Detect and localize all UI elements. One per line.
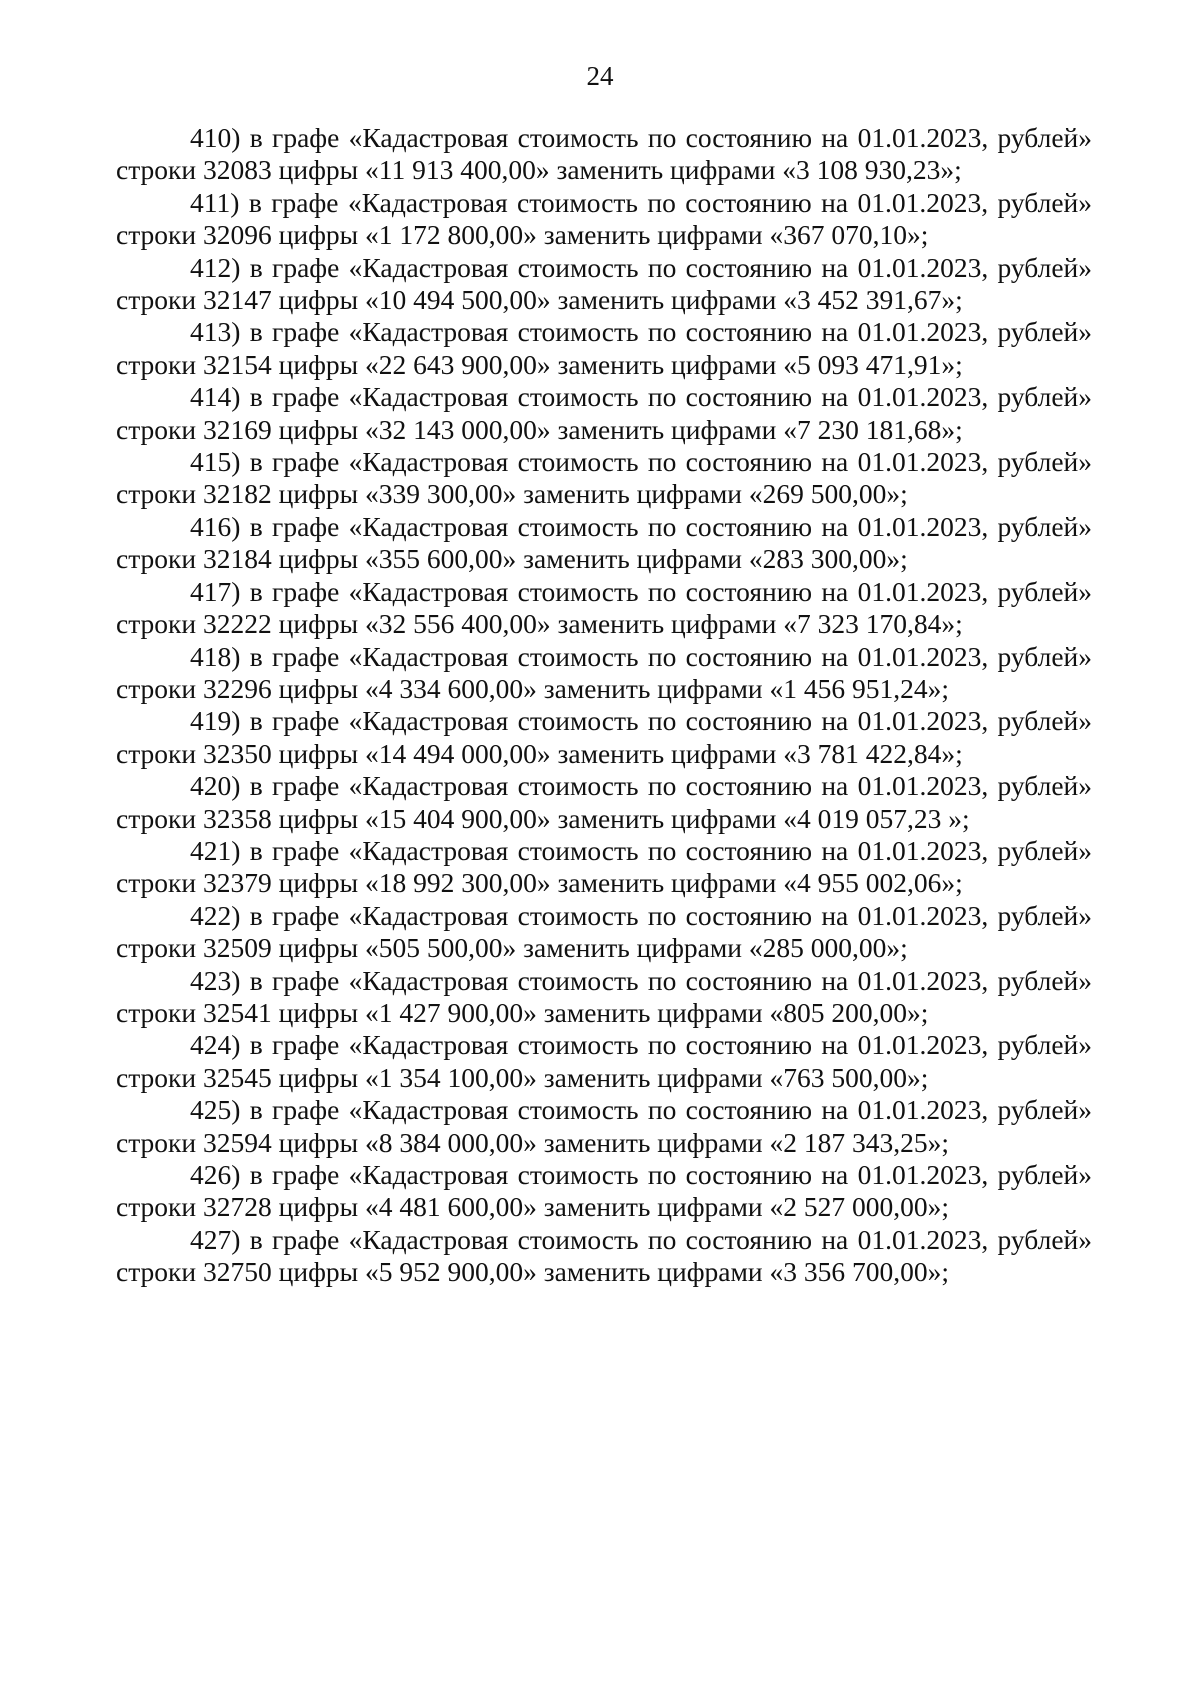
item-number: 414) [190, 381, 241, 413]
old-value: «505 500,00» [365, 932, 517, 964]
old-value: «339 300,00» [365, 478, 517, 510]
amendment-item [116, 381, 1092, 446]
item-number: 422) [190, 899, 241, 931]
item-prefix: в графе «Кадастровая стоимость по состоянию на 01.01.2023, рублей» строки [116, 899, 1092, 964]
old-value: «1 172 800,00» [365, 219, 537, 251]
item-prefix: в графе «Кадастровая стоимость по состоянию на 01.01.2023, рублей» строки [116, 122, 1092, 186]
amendment-item [116, 835, 1092, 900]
row-number: 32154 [203, 348, 272, 380]
new-value: «1 456 951,24»; [769, 672, 950, 704]
replace-word: заменить цифрами [543, 219, 763, 251]
digits-word: цифры [278, 219, 359, 251]
row-number: 32728 [203, 1191, 272, 1223]
item-number: 421) [190, 834, 241, 866]
digits-word: цифры [278, 802, 359, 834]
item-prefix: в графе «Кадастровая стоимость по состоянию на 01.01.2023, рублей» строки [116, 1094, 1092, 1158]
item-number: 413) [190, 316, 241, 348]
row-number: 32296 [203, 672, 272, 704]
digits-word: цифры [278, 608, 359, 640]
item-number: 410) [190, 122, 241, 153]
replace-word: заменить цифрами [557, 413, 777, 445]
row-number: 32594 [203, 1126, 272, 1158]
item-number: 417) [190, 575, 241, 607]
replace-word: заменить цифрами [543, 672, 763, 704]
old-value: «4 481 600,00» [365, 1191, 537, 1223]
digits-word: цифры [278, 413, 359, 445]
row-number: 32541 [203, 996, 272, 1028]
old-value: «10 494 500,00» [365, 284, 551, 316]
old-value: «22 643 900,00» [365, 348, 551, 380]
item-prefix: в графе «Кадастровая стоимость по состоянию на 01.01.2023, рублей» строки [116, 640, 1092, 704]
digits-word: цифры [278, 1191, 359, 1223]
digits-word: цифры [278, 543, 359, 575]
item-number: 412) [190, 251, 241, 283]
row-number: 32350 [203, 737, 272, 769]
item-number: 420) [190, 770, 241, 802]
item-number: 424) [190, 1029, 241, 1061]
digits-word: цифры [278, 1126, 359, 1158]
replace-word: заменить цифрами [543, 1061, 763, 1093]
replace-word: заменить цифрами [543, 1191, 763, 1223]
replace-word: заменить цифрами [543, 1256, 763, 1288]
digits-word: цифры [278, 1061, 359, 1093]
old-value: «5 952 900,00» [365, 1256, 537, 1288]
item-prefix: в графе «Кадастровая стоимость по состоянию на 01.01.2023, рублей» строки [116, 964, 1092, 1028]
new-value: «7 230 181,68»; [783, 413, 963, 445]
replace-word: заменить цифрами [557, 608, 777, 640]
item-prefix: в графе «Кадастровая стоимость по состоянию на 01.01.2023, рублей» строки [116, 510, 1092, 575]
digits-word: цифры [278, 284, 359, 316]
new-value: «4 955 002,06»; [783, 867, 963, 899]
item-prefix: в графе «Кадастровая стоимость по состоянию на 01.01.2023, рублей» строки [116, 381, 1092, 445]
old-value: «1 427 900,00» [365, 996, 537, 1028]
new-value: «367 070,10»; [769, 219, 929, 251]
item-number: 415) [190, 446, 241, 478]
replace-word: заменить цифрами [557, 737, 777, 769]
new-value: «4 019 057,23 »; [783, 802, 970, 834]
new-value: «805 200,00»; [769, 996, 929, 1028]
new-value: «285 000,00»; [748, 932, 908, 964]
item-number: 418) [190, 640, 241, 672]
old-value: «8 384 000,00» [365, 1126, 537, 1158]
old-value: «18 992 300,00» [365, 867, 551, 899]
new-value: «3 452 391,67»; [783, 284, 963, 316]
digits-word: цифры [278, 478, 359, 510]
row-number: 32750 [203, 1256, 272, 1288]
row-number: 32147 [203, 284, 272, 316]
digits-word: цифры [278, 672, 359, 704]
row-number: 32545 [203, 1061, 272, 1093]
new-value: «7 323 170,84»; [783, 608, 963, 640]
digits-word: цифры [278, 996, 359, 1028]
item-prefix: в графе «Кадастровая стоимость по состоянию на 01.01.2023, рублей» строки [116, 316, 1092, 380]
digits-word: цифры [278, 348, 359, 380]
item-prefix: в графе «Кадастровая стоимость по состоянию на 01.01.2023, рублей» строки [116, 186, 1092, 251]
row-number: 32169 [203, 413, 272, 445]
row-number: 32509 [203, 932, 272, 964]
item-number: 427) [190, 1223, 241, 1255]
item-prefix: в графе «Кадастровая стоимость по состоянию на 01.01.2023, рублей» строки [116, 446, 1092, 510]
item-number: 416) [190, 510, 241, 542]
old-value: «15 404 900,00» [365, 802, 551, 834]
item-prefix: в графе «Кадастровая стоимость по состоянию на 01.01.2023, рублей» строки [116, 834, 1092, 899]
digits-word: цифры [278, 737, 359, 769]
amendment-item [116, 122, 1092, 187]
old-value: «14 494 000,00» [365, 737, 551, 769]
row-number: 32184 [203, 543, 272, 575]
row-number: 32222 [203, 608, 272, 640]
item-prefix: в графе «Кадастровая стоимость по состоянию на 01.01.2023, рублей» строки [116, 575, 1092, 640]
old-value: «11 913 400,00» [365, 154, 550, 186]
digits-word: цифры [278, 867, 359, 899]
amendment-item [116, 316, 1092, 381]
old-value: «4 334 600,00» [365, 672, 537, 704]
amendment-item [116, 1159, 1092, 1224]
item-number: 425) [190, 1094, 241, 1126]
amendment-item [116, 576, 1092, 641]
new-value: «5 093 471,91»; [783, 348, 963, 380]
amendment-item [116, 187, 1092, 252]
amendment-item [116, 770, 1092, 835]
amendment-item [116, 965, 1092, 1030]
page-number: 24 [586, 61, 614, 91]
item-prefix: в графе «Кадастровая стоимость по состоянию на 01.01.2023, рублей» строки [116, 1159, 1092, 1223]
replace-word: заменить цифрами [557, 284, 777, 316]
digits-word: цифры [278, 1256, 359, 1288]
item-prefix: в графе «Кадастровая стоимость по состоянию на 01.01.2023, рублей» строки [116, 251, 1092, 316]
new-value: «3 781 422,84»; [783, 737, 963, 769]
amendment-item [116, 705, 1092, 770]
replace-word: заменить цифрами [523, 478, 742, 510]
item-prefix: в графе «Кадастровая стоимость по состоянию на 01.01.2023, рублей» строки [116, 1029, 1092, 1093]
old-value: «32 556 400,00» [365, 608, 551, 640]
replace-word: заменить цифрами [557, 802, 777, 834]
row-number: 32379 [203, 867, 272, 899]
digits-word: цифры [278, 154, 359, 186]
amendment-item [116, 511, 1092, 576]
new-value: «763 500,00»; [769, 1061, 929, 1093]
amendment-item [116, 1224, 1092, 1289]
row-number: 32358 [203, 802, 272, 834]
item-number: 411) [190, 186, 240, 218]
amendment-item [116, 1094, 1092, 1159]
row-number: 32182 [203, 478, 272, 510]
item-prefix: в графе «Кадастровая стоимость по состоянию на 01.01.2023, рублей» строки [116, 770, 1092, 834]
row-number: 32096 [203, 219, 272, 251]
old-value: «1 354 100,00» [365, 1061, 537, 1093]
item-number: 419) [190, 705, 241, 737]
row-number: 32083 [203, 154, 272, 186]
replace-word: заменить цифрами [556, 154, 776, 186]
item-prefix: в графе «Кадастровая стоимость по состоянию на 01.01.2023, рублей» строки [116, 705, 1092, 769]
amendment-item [116, 252, 1092, 317]
document-body [116, 122, 1092, 1289]
old-value: «355 600,00» [365, 543, 517, 575]
replace-word: заменить цифрами [523, 543, 742, 575]
old-value: «32 143 000,00» [365, 413, 551, 445]
amendment-item [116, 1029, 1092, 1094]
replace-word: заменить цифрами [557, 348, 777, 380]
item-prefix: в графе «Кадастровая стоимость по состоянию на 01.01.2023, рублей» строки [116, 1223, 1092, 1288]
replace-word: заменить цифрами [543, 1126, 763, 1158]
new-value: «2 527 000,00»; [769, 1191, 950, 1223]
amendment-item [116, 641, 1092, 706]
replace-word: заменить цифрами [523, 932, 742, 964]
item-number: 426) [190, 1159, 241, 1190]
new-value: «2 187 343,25»; [769, 1126, 950, 1158]
new-value: «3 108 930,23»; [782, 154, 962, 186]
amendment-item [116, 900, 1092, 965]
replace-word: заменить цифрами [543, 996, 763, 1028]
digits-word: цифры [278, 932, 359, 964]
replace-word: заменить цифрами [557, 867, 777, 899]
amendment-item [116, 446, 1092, 511]
new-value: «269 500,00»; [748, 478, 908, 510]
new-value: «3 356 700,00»; [769, 1256, 950, 1288]
item-number: 423) [190, 964, 241, 996]
new-value: «283 300,00»; [748, 543, 908, 575]
